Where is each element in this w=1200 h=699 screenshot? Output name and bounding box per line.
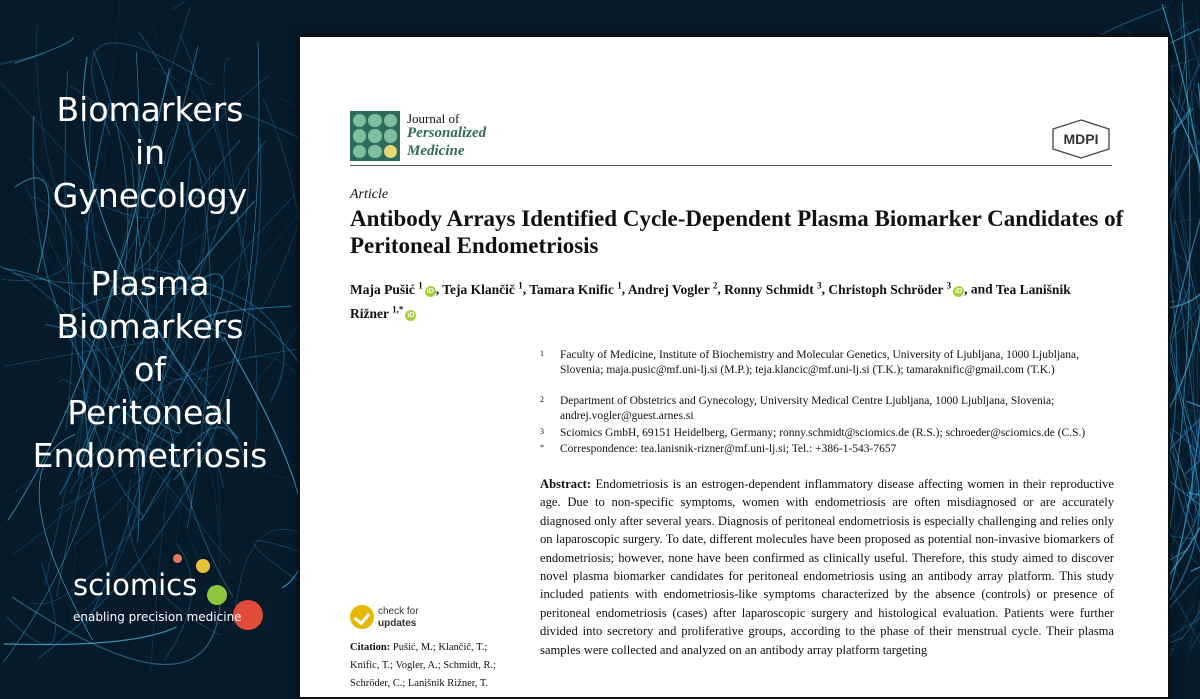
header-divider <box>350 165 1112 166</box>
affiliation-text: Department of Obstetrics and Gynecology, University Medical Centre Ljubljana, 1000 Ljubljana, Slovenia; andrej.vogler@guest.arnes.si <box>560 395 1055 423</box>
author-affiliation-number: 1 <box>617 280 622 290</box>
author-name: Tamara Knific <box>529 281 618 297</box>
paper-page <box>298 35 1170 699</box>
affiliation-number: 3 <box>540 427 544 436</box>
citation-text: Pušić, M.; Klančič, T.; Knific, T.; Vogler, A.; Schmidt, R.; Schröder, C.; Lanišnik Rižner, T. <box>350 642 497 689</box>
abstract-label: Abstract: <box>540 477 592 491</box>
author-name: Christoph Schröder <box>828 281 947 297</box>
author <box>529 282 622 297</box>
headline-line: Biomarkers <box>56 90 244 129</box>
author-affiliation-number: 1,* <box>392 304 404 315</box>
publisher-name: MDPI <box>1063 131 1099 147</box>
author-affiliation-number: 1 <box>418 280 423 290</box>
affiliation-item <box>540 348 1120 379</box>
subheadline-line: Endometriosis <box>32 436 268 475</box>
affiliation-number: 2 <box>540 395 544 404</box>
abstract-text: Endometriosis is an estrogen-dependent inflammatory disease affecting women in their reproductive age. Due to non-specific symptoms, women with endometriosis are often misdiagnosed or are accurately diagnosed only after several years. Diagnosis of peritoneal endometriosis is especially challenging and relies only on laparoscopic surgery. To date, different molecules have been proposed as potential non-invasive biomarkers of endometriosis; however, none have been confirmed as clinically useful. Therefore, this study aimed to discover novel plasma biomarker candidates for peritoneal endometriosis using an antibody array platform. This study included patients with endometriosis-like symptoms characterized by the absence (controls) or presence of peritoneal endometriosis (cases) after laparoscopic surgery and histological evaluation. Patients were further divided into secretory and proliferative groups, according to the phase of their menstrual cycle. Their plasma samples were collected and analyzed on an antibody array platform targeting <box>540 477 1114 657</box>
brand-name: sciomics <box>73 568 198 602</box>
author <box>628 282 718 297</box>
author-name: Andrej Vogler <box>627 281 713 297</box>
author-affiliation-number: 2 <box>712 280 718 290</box>
affiliation-item <box>540 442 1120 457</box>
author <box>442 282 523 297</box>
affiliation-number: * <box>540 443 544 452</box>
affiliation-text: Sciomics GmbH, 69151 Heidelberg, Germany; ronny.schmidt@sciomics.de (R.S.); schroeder@sciomics.de (C.S.) <box>560 427 1086 439</box>
affiliation-text: Correspondence: tea.lanisnik-rizner@mf.uni-lj.si; Tel.: +386-1-543-7657 <box>560 443 897 455</box>
orcid-icon[interactable]: iD <box>426 287 434 295</box>
check-for-updates-button[interactable] <box>350 603 440 633</box>
author-affiliation-number: 3 <box>817 280 822 290</box>
author <box>724 282 822 297</box>
paper-title: Antibody Arrays Identified Cycle-Dependent Plasma Biomarker Candidates of Peritoneal Endometriosis <box>350 206 1124 258</box>
headline-line: in <box>134 133 166 172</box>
journal-name-line3: Medicine <box>407 143 465 159</box>
brand-tagline: enabling precision medicine <box>73 610 242 624</box>
subheadline-line: Plasma <box>90 264 210 303</box>
affiliation-item <box>540 426 1120 441</box>
check-icon <box>350 605 374 629</box>
affiliation-number: 1 <box>540 349 544 358</box>
author-name: Teja Klančič <box>442 281 519 297</box>
logo-dot <box>196 559 210 573</box>
check-for-updates-line1: check for <box>378 606 419 617</box>
author-name: Ronny Schmidt <box>724 281 818 297</box>
citation-label: Citation: <box>350 642 391 653</box>
subheadline-line: of <box>134 350 166 389</box>
author <box>828 282 964 297</box>
subheadline-line: Biomarkers <box>56 307 244 346</box>
affiliation-item <box>540 394 1120 425</box>
orcid-icon[interactable]: iD <box>955 287 963 295</box>
citation <box>350 639 515 693</box>
check-for-updates-line2: updates <box>378 618 417 629</box>
author-name: Tea Lanišnik Rižner <box>350 281 1071 321</box>
headline-line: Gynecology <box>52 176 248 215</box>
article-type: Article <box>350 187 389 202</box>
author-affiliation-number: 3 <box>946 280 952 290</box>
author-affiliation-number: 1 <box>518 280 523 290</box>
abstract <box>540 475 1114 659</box>
author <box>350 282 436 297</box>
sciomics-logo <box>70 548 280 638</box>
logo-dot <box>173 554 182 563</box>
mdpi-logo-icon <box>1051 119 1111 159</box>
affiliation-text: Faculty of Medicine, Institute of Biochemistry and Molecular Genetics, University of Ljubljana, 1000 Ljubljana, Slovenia; maja.pusic@mf.uni-lj.si (M.P.); teja.klancic@mf.uni-lj.si (T.K.); tamaraknific@gmail.com (T.K.) <box>560 349 1079 377</box>
journal-name-line2: Personalized <box>407 125 487 141</box>
logo-dot <box>207 585 227 605</box>
author-name: Maja Pušić <box>350 281 419 297</box>
subheadline-line: Peritoneal <box>67 393 233 432</box>
journal-name-line1: Journal of <box>407 111 460 126</box>
orcid-icon[interactable]: iD <box>407 312 415 319</box>
author-list: Maja Pušić $^1$iD , Teja Klančič $^1$, Tamara Knific $^1$, Andrej Vogler $^2$, Ronny Schmidt $^3$, Christoph Schröder $^3$iD , and Tea Lanišnik Rižner $^{1,*}$iD <box>350 280 1071 321</box>
journal-logo-icon <box>350 111 400 161</box>
